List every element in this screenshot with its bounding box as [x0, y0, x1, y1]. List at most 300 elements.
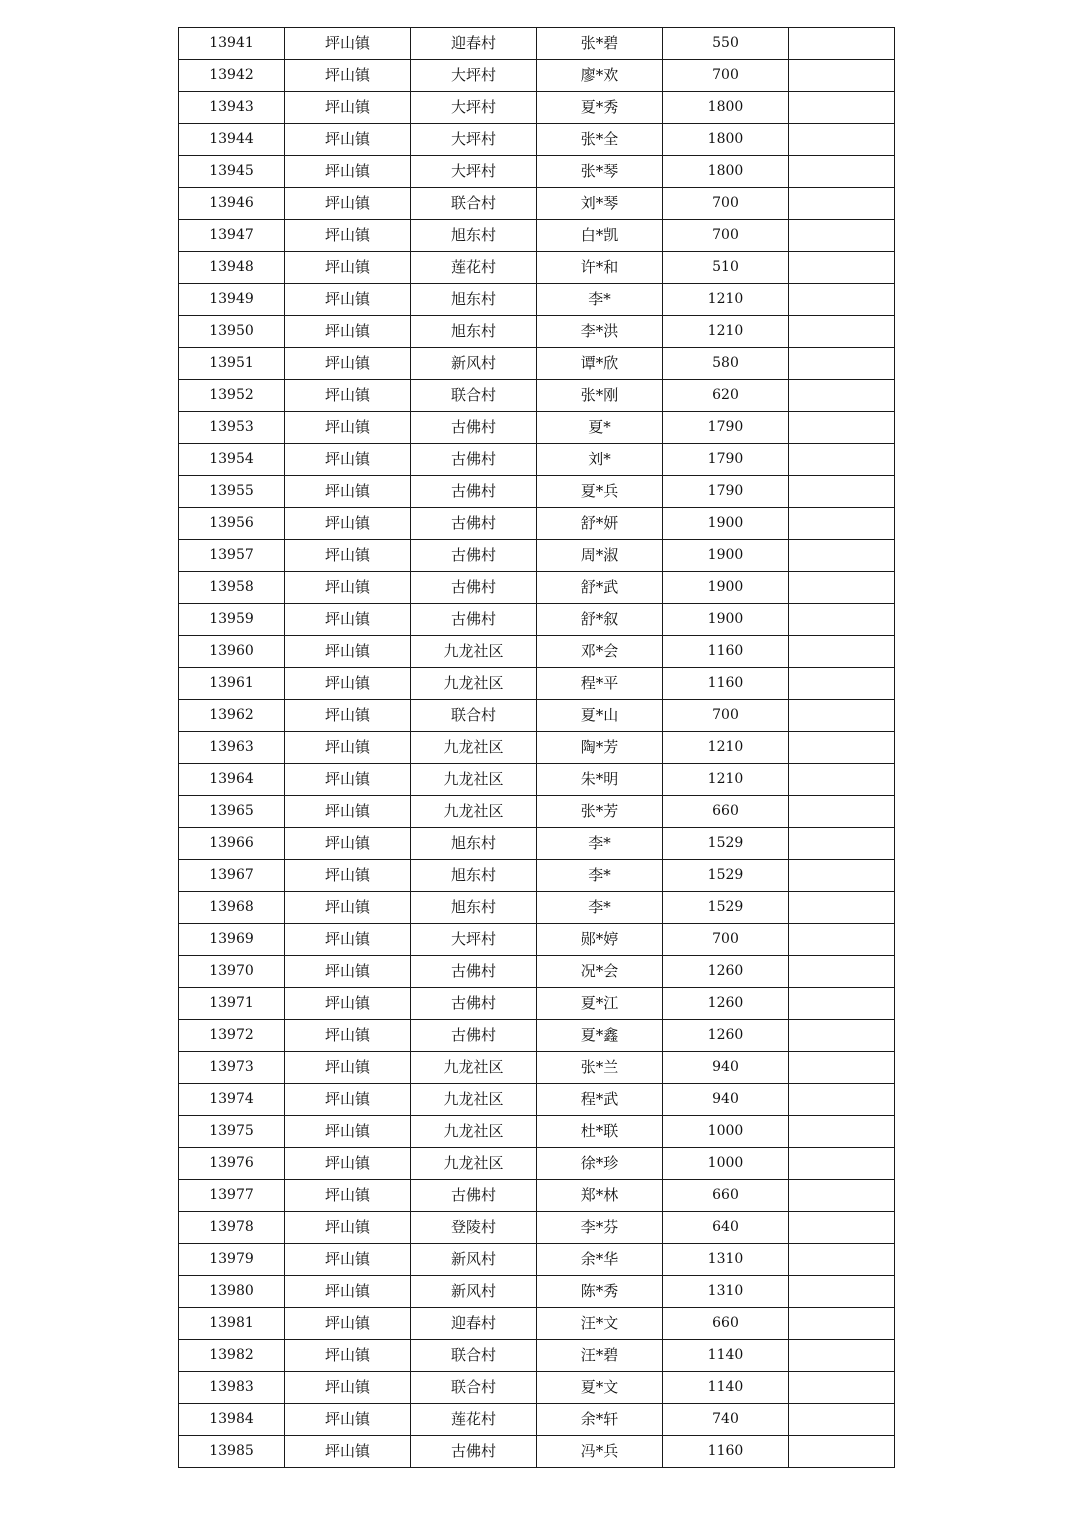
amount-cell: 1529 [663, 828, 789, 860]
name-cell: 夏*文 [537, 1372, 663, 1404]
note-cell [789, 28, 895, 60]
row-id-cell: 13944 [179, 124, 285, 156]
name-cell: 舒*妍 [537, 508, 663, 540]
village-cell: 登陵村 [411, 1212, 537, 1244]
note-cell [789, 508, 895, 540]
note-cell [789, 1148, 895, 1180]
amount-cell: 700 [663, 60, 789, 92]
amount-cell: 1800 [663, 124, 789, 156]
amount-cell: 580 [663, 348, 789, 380]
name-cell: 余*华 [537, 1244, 663, 1276]
table-row [179, 956, 895, 988]
row-id-cell: 13956 [179, 508, 285, 540]
name-cell: 李* [537, 892, 663, 924]
amount-cell: 1000 [663, 1116, 789, 1148]
village-cell: 古佛村 [411, 1180, 537, 1212]
note-cell [789, 252, 895, 284]
village-cell: 莲花村 [411, 1404, 537, 1436]
name-cell: 郧*婷 [537, 924, 663, 956]
name-cell: 夏*秀 [537, 92, 663, 124]
name-cell: 白*凯 [537, 220, 663, 252]
name-cell: 张*琴 [537, 156, 663, 188]
town-cell: 坪山镇 [285, 1084, 411, 1116]
village-cell: 九龙社区 [411, 668, 537, 700]
name-cell: 周*淑 [537, 540, 663, 572]
row-id-cell: 13958 [179, 572, 285, 604]
town-cell: 坪山镇 [285, 1020, 411, 1052]
name-cell: 汪*碧 [537, 1340, 663, 1372]
table-row [179, 1084, 895, 1116]
village-cell: 九龙社区 [411, 636, 537, 668]
name-cell: 张*全 [537, 124, 663, 156]
village-cell: 大坪村 [411, 60, 537, 92]
table-row [179, 252, 895, 284]
amount-cell: 1210 [663, 764, 789, 796]
name-cell: 徐*珍 [537, 1148, 663, 1180]
name-cell: 李* [537, 284, 663, 316]
amount-cell: 1900 [663, 508, 789, 540]
town-cell: 坪山镇 [285, 1404, 411, 1436]
town-cell: 坪山镇 [285, 156, 411, 188]
table-row [179, 284, 895, 316]
village-cell: 旭东村 [411, 892, 537, 924]
table-row [179, 988, 895, 1020]
name-cell: 舒*武 [537, 572, 663, 604]
name-cell: 汪*文 [537, 1308, 663, 1340]
village-cell: 联合村 [411, 1340, 537, 1372]
table-row [179, 1180, 895, 1212]
amount-cell: 1310 [663, 1276, 789, 1308]
row-id-cell: 13974 [179, 1084, 285, 1116]
village-cell: 大坪村 [411, 124, 537, 156]
note-cell [789, 1020, 895, 1052]
name-cell: 李*洪 [537, 316, 663, 348]
table-row [179, 860, 895, 892]
row-id-cell: 13964 [179, 764, 285, 796]
row-id-cell: 13954 [179, 444, 285, 476]
table-row [179, 188, 895, 220]
table-row [179, 28, 895, 60]
village-cell: 九龙社区 [411, 796, 537, 828]
row-id-cell: 13948 [179, 252, 285, 284]
amount-cell: 660 [663, 1308, 789, 1340]
table-row [179, 316, 895, 348]
row-id-cell: 13947 [179, 220, 285, 252]
note-cell [789, 636, 895, 668]
row-id-cell: 13950 [179, 316, 285, 348]
village-cell: 古佛村 [411, 988, 537, 1020]
village-cell: 旭东村 [411, 316, 537, 348]
table-row [179, 604, 895, 636]
amount-cell: 1310 [663, 1244, 789, 1276]
table-row [179, 508, 895, 540]
village-cell: 九龙社区 [411, 1084, 537, 1116]
town-cell: 坪山镇 [285, 828, 411, 860]
name-cell: 朱*明 [537, 764, 663, 796]
note-cell [789, 124, 895, 156]
village-cell: 联合村 [411, 188, 537, 220]
town-cell: 坪山镇 [285, 1436, 411, 1468]
amount-cell: 1900 [663, 540, 789, 572]
note-cell [789, 220, 895, 252]
table-row [179, 1372, 895, 1404]
row-id-cell: 13968 [179, 892, 285, 924]
amount-cell: 1529 [663, 892, 789, 924]
row-id-cell: 13949 [179, 284, 285, 316]
town-cell: 坪山镇 [285, 988, 411, 1020]
town-cell: 坪山镇 [285, 92, 411, 124]
name-cell: 冯*兵 [537, 1436, 663, 1468]
row-id-cell: 13955 [179, 476, 285, 508]
town-cell: 坪山镇 [285, 1148, 411, 1180]
town-cell: 坪山镇 [285, 1116, 411, 1148]
town-cell: 坪山镇 [285, 1212, 411, 1244]
amount-cell: 1260 [663, 956, 789, 988]
table-row [179, 1212, 895, 1244]
town-cell: 坪山镇 [285, 284, 411, 316]
town-cell: 坪山镇 [285, 924, 411, 956]
row-id-cell: 13969 [179, 924, 285, 956]
table-row [179, 764, 895, 796]
table-row [179, 1052, 895, 1084]
village-cell: 旭东村 [411, 860, 537, 892]
row-id-cell: 13976 [179, 1148, 285, 1180]
table-row [179, 1276, 895, 1308]
note-cell [789, 572, 895, 604]
note-cell [789, 764, 895, 796]
amount-cell: 1210 [663, 732, 789, 764]
table-row [179, 1308, 895, 1340]
note-cell [789, 60, 895, 92]
amount-cell: 1210 [663, 316, 789, 348]
village-cell: 新风村 [411, 1276, 537, 1308]
amount-cell: 1160 [663, 1436, 789, 1468]
table-row [179, 668, 895, 700]
village-cell: 大坪村 [411, 924, 537, 956]
village-cell: 古佛村 [411, 540, 537, 572]
row-id-cell: 13960 [179, 636, 285, 668]
table-row [179, 412, 895, 444]
village-cell: 迎春村 [411, 1308, 537, 1340]
name-cell: 陈*秀 [537, 1276, 663, 1308]
note-cell [789, 1052, 895, 1084]
row-id-cell: 13972 [179, 1020, 285, 1052]
town-cell: 坪山镇 [285, 188, 411, 220]
amount-cell: 1260 [663, 1020, 789, 1052]
amount-cell: 1260 [663, 988, 789, 1020]
town-cell: 坪山镇 [285, 1340, 411, 1372]
table-row [179, 572, 895, 604]
town-cell: 坪山镇 [285, 796, 411, 828]
village-cell: 古佛村 [411, 572, 537, 604]
row-id-cell: 13971 [179, 988, 285, 1020]
table-row [179, 1116, 895, 1148]
row-id-cell: 13975 [179, 1116, 285, 1148]
row-id-cell: 13941 [179, 28, 285, 60]
row-id-cell: 13970 [179, 956, 285, 988]
row-id-cell: 13967 [179, 860, 285, 892]
amount-cell: 1790 [663, 444, 789, 476]
town-cell: 坪山镇 [285, 700, 411, 732]
village-cell: 古佛村 [411, 604, 537, 636]
amount-cell: 1160 [663, 668, 789, 700]
town-cell: 坪山镇 [285, 860, 411, 892]
name-cell: 张*碧 [537, 28, 663, 60]
table-row [179, 92, 895, 124]
amount-cell: 660 [663, 796, 789, 828]
village-cell: 古佛村 [411, 508, 537, 540]
name-cell: 张*兰 [537, 1052, 663, 1084]
row-id-cell: 13962 [179, 700, 285, 732]
town-cell: 坪山镇 [285, 764, 411, 796]
note-cell [789, 412, 895, 444]
note-cell [789, 444, 895, 476]
name-cell: 张*刚 [537, 380, 663, 412]
note-cell [789, 1244, 895, 1276]
village-cell: 古佛村 [411, 412, 537, 444]
note-cell [789, 924, 895, 956]
note-cell [789, 1180, 895, 1212]
row-id-cell: 13982 [179, 1340, 285, 1372]
table-row [179, 380, 895, 412]
amount-cell: 1140 [663, 1372, 789, 1404]
town-cell: 坪山镇 [285, 380, 411, 412]
note-cell [789, 284, 895, 316]
village-cell: 旭东村 [411, 284, 537, 316]
name-cell: 夏*鑫 [537, 1020, 663, 1052]
note-cell [789, 1276, 895, 1308]
amount-cell: 510 [663, 252, 789, 284]
table-row [179, 60, 895, 92]
table-row [179, 828, 895, 860]
note-cell [789, 732, 895, 764]
row-id-cell: 13957 [179, 540, 285, 572]
amount-cell: 640 [663, 1212, 789, 1244]
amount-cell: 1790 [663, 476, 789, 508]
village-cell: 新风村 [411, 1244, 537, 1276]
row-id-cell: 13983 [179, 1372, 285, 1404]
note-cell [789, 892, 895, 924]
village-cell: 九龙社区 [411, 764, 537, 796]
town-cell: 坪山镇 [285, 220, 411, 252]
note-cell [789, 1372, 895, 1404]
name-cell: 夏*山 [537, 700, 663, 732]
table-row [179, 700, 895, 732]
name-cell: 夏*兵 [537, 476, 663, 508]
town-cell: 坪山镇 [285, 412, 411, 444]
village-cell: 旭东村 [411, 220, 537, 252]
village-cell: 古佛村 [411, 956, 537, 988]
amount-cell: 1800 [663, 156, 789, 188]
name-cell: 程*平 [537, 668, 663, 700]
name-cell: 程*武 [537, 1084, 663, 1116]
data-table [178, 27, 895, 1468]
note-cell [789, 1308, 895, 1340]
row-id-cell: 13980 [179, 1276, 285, 1308]
town-cell: 坪山镇 [285, 252, 411, 284]
town-cell: 坪山镇 [285, 604, 411, 636]
village-cell: 联合村 [411, 1372, 537, 1404]
note-cell [789, 860, 895, 892]
note-cell [789, 700, 895, 732]
amount-cell: 700 [663, 700, 789, 732]
village-cell: 古佛村 [411, 1020, 537, 1052]
name-cell: 余*轩 [537, 1404, 663, 1436]
village-cell: 大坪村 [411, 92, 537, 124]
table-row [179, 540, 895, 572]
town-cell: 坪山镇 [285, 540, 411, 572]
note-cell [789, 188, 895, 220]
town-cell: 坪山镇 [285, 444, 411, 476]
table-row [179, 220, 895, 252]
name-cell: 夏*江 [537, 988, 663, 1020]
table-row [179, 124, 895, 156]
town-cell: 坪山镇 [285, 732, 411, 764]
amount-cell: 660 [663, 1180, 789, 1212]
note-cell [789, 156, 895, 188]
note-cell [789, 988, 895, 1020]
row-id-cell: 13946 [179, 188, 285, 220]
amount-cell: 1800 [663, 92, 789, 124]
row-id-cell: 13981 [179, 1308, 285, 1340]
note-cell [789, 348, 895, 380]
note-cell [789, 1084, 895, 1116]
amount-cell: 1140 [663, 1340, 789, 1372]
town-cell: 坪山镇 [285, 316, 411, 348]
note-cell [789, 1404, 895, 1436]
village-cell: 大坪村 [411, 156, 537, 188]
row-id-cell: 13953 [179, 412, 285, 444]
town-cell: 坪山镇 [285, 956, 411, 988]
table-row [179, 924, 895, 956]
amount-cell: 1210 [663, 284, 789, 316]
table-row [179, 1340, 895, 1372]
name-cell: 舒*叙 [537, 604, 663, 636]
name-cell: 陶*芳 [537, 732, 663, 764]
table-row [179, 732, 895, 764]
village-cell: 古佛村 [411, 444, 537, 476]
town-cell: 坪山镇 [285, 668, 411, 700]
table-row [179, 892, 895, 924]
table-row [179, 1020, 895, 1052]
amount-cell: 700 [663, 220, 789, 252]
town-cell: 坪山镇 [285, 1308, 411, 1340]
note-cell [789, 476, 895, 508]
town-cell: 坪山镇 [285, 636, 411, 668]
table-row [179, 636, 895, 668]
town-cell: 坪山镇 [285, 60, 411, 92]
amount-cell: 940 [663, 1084, 789, 1116]
amount-cell: 740 [663, 1404, 789, 1436]
village-cell: 迎春村 [411, 28, 537, 60]
name-cell: 况*会 [537, 956, 663, 988]
town-cell: 坪山镇 [285, 348, 411, 380]
table-row [179, 1244, 895, 1276]
village-cell: 联合村 [411, 380, 537, 412]
table-row [179, 348, 895, 380]
town-cell: 坪山镇 [285, 476, 411, 508]
village-cell: 莲花村 [411, 252, 537, 284]
note-cell [789, 380, 895, 412]
village-cell: 古佛村 [411, 476, 537, 508]
village-cell: 古佛村 [411, 1436, 537, 1468]
note-cell [789, 1116, 895, 1148]
name-cell: 李* [537, 860, 663, 892]
table-row [179, 156, 895, 188]
row-id-cell: 13945 [179, 156, 285, 188]
amount-cell: 1529 [663, 860, 789, 892]
row-id-cell: 13959 [179, 604, 285, 636]
name-cell: 廖*欢 [537, 60, 663, 92]
table-row [179, 1436, 895, 1468]
row-id-cell: 13973 [179, 1052, 285, 1084]
amount-cell: 940 [663, 1052, 789, 1084]
row-id-cell: 13942 [179, 60, 285, 92]
name-cell: 夏* [537, 412, 663, 444]
amount-cell: 550 [663, 28, 789, 60]
row-id-cell: 13951 [179, 348, 285, 380]
table-row [179, 1148, 895, 1180]
town-cell: 坪山镇 [285, 1180, 411, 1212]
village-cell: 九龙社区 [411, 732, 537, 764]
amount-cell: 700 [663, 924, 789, 956]
row-id-cell: 13978 [179, 1212, 285, 1244]
amount-cell: 1900 [663, 572, 789, 604]
amount-cell: 620 [663, 380, 789, 412]
village-cell: 九龙社区 [411, 1148, 537, 1180]
note-cell [789, 1340, 895, 1372]
village-cell: 九龙社区 [411, 1116, 537, 1148]
note-cell [789, 1212, 895, 1244]
row-id-cell: 13979 [179, 1244, 285, 1276]
name-cell: 邓*会 [537, 636, 663, 668]
note-cell [789, 92, 895, 124]
row-id-cell: 13952 [179, 380, 285, 412]
row-id-cell: 13965 [179, 796, 285, 828]
row-id-cell: 13966 [179, 828, 285, 860]
table-body [179, 28, 895, 1468]
town-cell: 坪山镇 [285, 892, 411, 924]
name-cell: 李*芬 [537, 1212, 663, 1244]
amount-cell: 1160 [663, 636, 789, 668]
row-id-cell: 13985 [179, 1436, 285, 1468]
name-cell: 郑*林 [537, 1180, 663, 1212]
town-cell: 坪山镇 [285, 1372, 411, 1404]
row-id-cell: 13963 [179, 732, 285, 764]
town-cell: 坪山镇 [285, 508, 411, 540]
amount-cell: 700 [663, 188, 789, 220]
town-cell: 坪山镇 [285, 124, 411, 156]
town-cell: 坪山镇 [285, 1244, 411, 1276]
village-cell: 旭东村 [411, 828, 537, 860]
town-cell: 坪山镇 [285, 1052, 411, 1084]
table-row [179, 476, 895, 508]
note-cell [789, 796, 895, 828]
row-id-cell: 13984 [179, 1404, 285, 1436]
note-cell [789, 668, 895, 700]
data-table-container [178, 27, 894, 1468]
village-cell: 九龙社区 [411, 1052, 537, 1084]
town-cell: 坪山镇 [285, 28, 411, 60]
row-id-cell: 13943 [179, 92, 285, 124]
note-cell [789, 604, 895, 636]
amount-cell: 1790 [663, 412, 789, 444]
amount-cell: 1000 [663, 1148, 789, 1180]
name-cell: 杜*联 [537, 1116, 663, 1148]
name-cell: 刘*琴 [537, 188, 663, 220]
town-cell: 坪山镇 [285, 1276, 411, 1308]
note-cell [789, 316, 895, 348]
